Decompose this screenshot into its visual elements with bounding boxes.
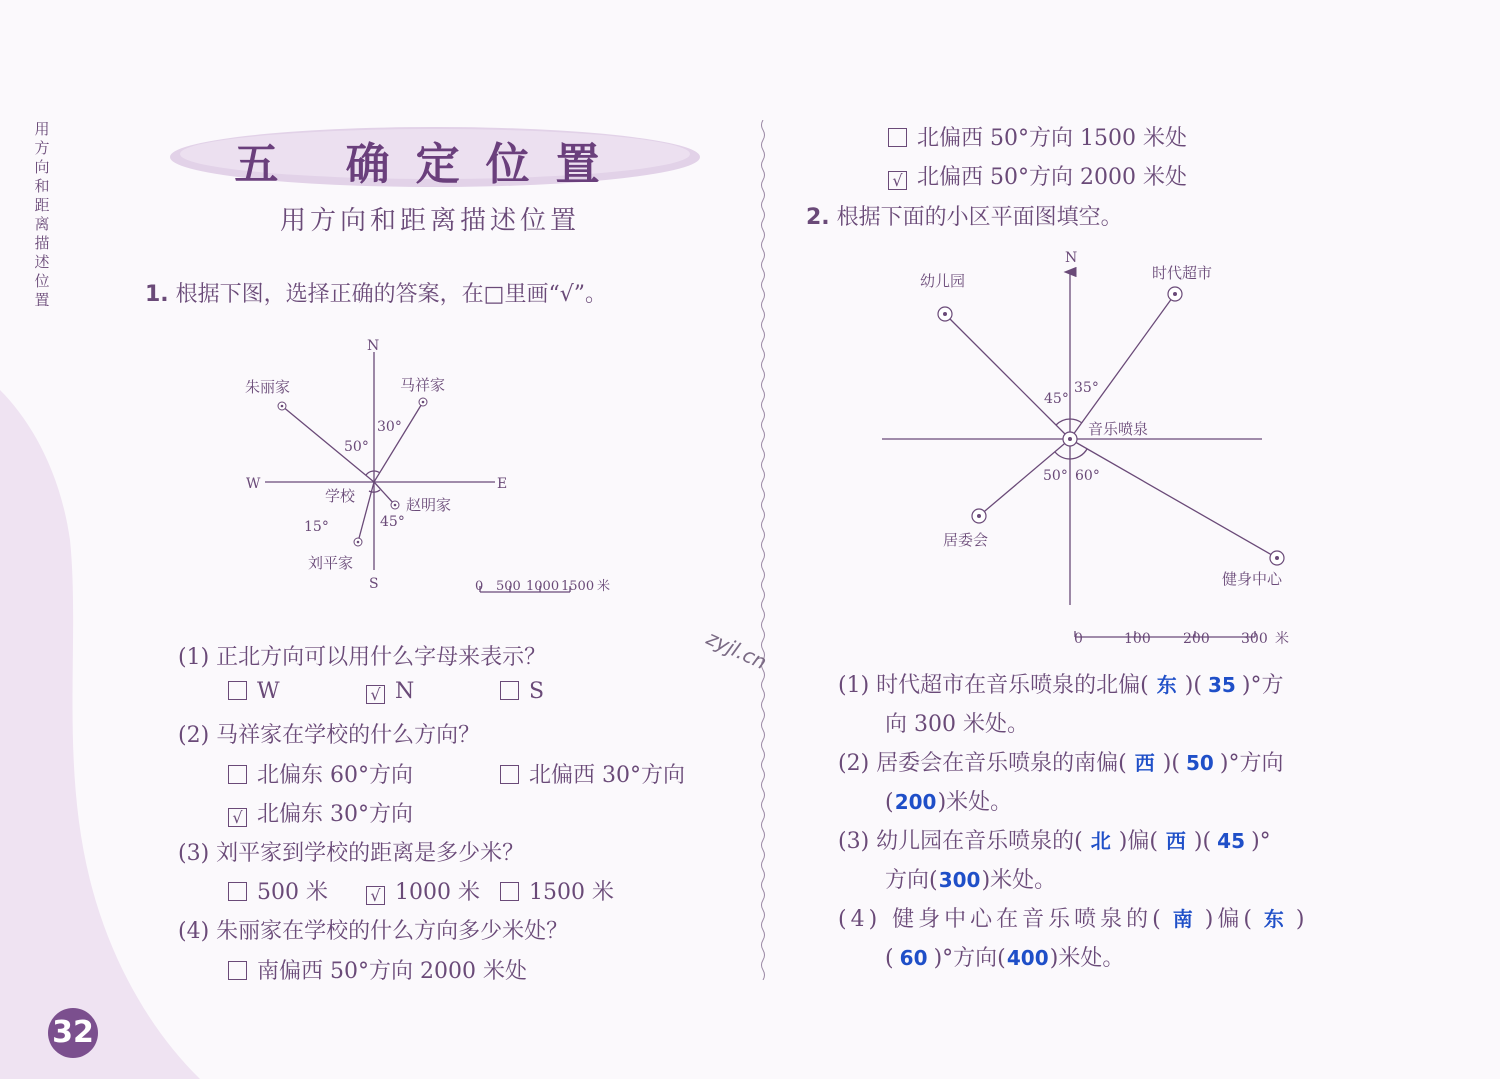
page-subtitle: 用方向和距离描述位置 [279,206,580,236]
answer-4a[interactable]: 南 [1172,907,1197,931]
answer-3a[interactable]: 北 [1090,829,1111,853]
q2-angle-60: 60° [1075,468,1100,484]
q1-angle-15: 15° [304,519,329,535]
q1-option[interactable]: 北偏西 30°方向 [500,758,685,789]
q2-committee-label: 居委会 [943,531,989,549]
page-divider [760,120,766,980]
checkbox[interactable] [228,882,247,901]
q2-item-1-cont: 向 300 米处。 [885,712,1029,737]
checkbox[interactable]: √ [366,685,385,704]
q2-scale-300: 300 [1241,631,1268,647]
q1-option[interactable]: 南偏西 50°方向 2000 米处 [228,954,527,985]
q1-scale-0: 0 [475,579,484,594]
q1-angle-45: 45° [380,514,405,530]
page-number: 32 [48,1008,98,1058]
q1-option[interactable]: S [500,679,544,704]
q1-number: 1. [145,282,169,307]
checkbox[interactable] [228,961,247,980]
q1-scale-1500: 1500 [561,579,595,594]
answer-3d[interactable]: 300 [938,868,981,892]
checkbox[interactable]: √ [228,808,247,827]
q1-north-label: N [367,338,380,354]
watermark: zyjl.cn [702,625,771,675]
q2-angle-45: 45° [1044,391,1069,407]
checkbox[interactable]: √ [888,171,907,190]
checkbox[interactable] [500,882,519,901]
q1-option[interactable]: 北偏西 50°方向 1500 米处 [888,121,1187,152]
checkbox[interactable] [888,128,907,147]
q1-text: 根据下图，选择正确的答案，在□里画“√”。 [175,282,607,307]
q1-south-label: S [369,576,379,592]
q1-maxiang-label: 马祥家 [400,376,446,394]
answer-2b[interactable]: 50 [1186,751,1214,775]
answer-1a[interactable]: 东 [1156,673,1177,697]
checkbox[interactable] [228,765,247,784]
q2-north-label: N [1065,250,1078,266]
q2-item-4: (4) 健身中心在音乐喷泉的( 南 )偏( 东 ) [838,902,1309,933]
q1-option[interactable]: √ 1000 米 [366,875,480,906]
q1-item-1: (1) 正北方向可以用什么字母来表示？ [178,645,547,670]
answer-4b[interactable]: 东 [1263,907,1288,931]
answer-4c[interactable]: 60 [899,946,928,970]
q1-west-label: W [246,476,261,492]
q1-scale-1000: 1000 [526,579,560,594]
q1-compass-diagram [230,330,630,610]
q2-item-2-cont: (200)米处。 [885,790,1013,815]
side-label: 用方向和距离描述位置 [34,120,50,309]
q1-scale-unit: 米 [597,579,611,594]
answer-1b[interactable]: 35 [1208,673,1236,697]
q1-option[interactable]: 500 米 [228,875,328,906]
q1-item-3: (3) 刘平家到学校的距离是多少米？ [178,841,525,866]
q1-east-label: E [497,476,508,492]
q1-item-4: (4) 朱丽家在学校的什么方向多少米处？ [178,919,569,944]
q2-fountain-label: 音乐喷泉 [1088,420,1149,438]
q1-school-label: 学校 [325,487,356,505]
q1-item-2: (2) 马祥家在学校的什么方向？ [178,723,481,748]
q1-option[interactable]: √ 北偏东 30°方向 [228,797,413,828]
q1-option[interactable]: W [228,679,280,704]
answer-2a[interactable]: 西 [1134,751,1155,775]
checkbox[interactable] [228,681,247,700]
answer-4d[interactable]: 400 [1006,946,1049,970]
page-title: 五 确定位置 [234,139,626,190]
q2-angle-50: 50° [1043,468,1068,484]
q1-zhuli-label: 朱丽家 [245,378,291,396]
checkbox[interactable]: √ [366,886,385,905]
checkbox[interactable] [500,681,519,700]
q1-option[interactable]: 1500 米 [500,875,614,906]
q2-text: 根据下面的小区平面图填空。 [836,205,1123,230]
q1-angle-30: 30° [377,419,402,435]
q1-zhaoming-label: 赵明家 [406,496,452,514]
q2-item-3: (3) 幼儿园在音乐喷泉的( 北 )偏( 西 )( 45 )° [838,824,1271,855]
q2-heading [806,200,1123,231]
answer-3c[interactable]: 45 [1217,829,1246,853]
q2-item-3-cont: 方向(300)米处。 [885,868,1057,893]
q2-scale-100: 100 [1124,631,1151,647]
q1-option[interactable]: √ N [366,679,414,704]
q1-option[interactable]: √ 北偏西 50°方向 2000 米处 [888,160,1187,191]
q2-number: 2. [806,205,830,230]
q2-map-diagram [870,240,1310,660]
checkbox[interactable] [500,765,519,784]
q2-gym-label: 健身中心 [1222,570,1283,588]
q1-angle-50: 50° [344,439,369,455]
q2-kindergarten-label: 幼儿园 [920,272,966,290]
q1-scale-500: 500 [496,579,521,594]
q2-scale-200: 200 [1183,631,1210,647]
q2-angle-35: 35° [1074,380,1099,396]
q2-item-2: (2) 居委会在音乐喷泉的南偏( 西 )( 50 )°方向 [838,746,1284,777]
q2-item-4-cont: ( 60 )°方向(400)米处。 [885,946,1125,971]
q1-liuping-label: 刘平家 [308,554,354,572]
q2-item-1: (1) 时代超市在音乐喷泉的北偏( 东 )( 35 )°方 [838,668,1284,699]
q1-option[interactable]: 北偏东 60°方向 [228,758,413,789]
answer-3b[interactable]: 西 [1165,829,1186,853]
answer-2c[interactable]: 200 [894,790,937,814]
q2-scale-0: 0 [1074,631,1083,647]
q2-supermarket-label: 时代超市 [1152,264,1213,282]
q1-heading [145,277,607,308]
q2-scale-unit: 米 [1275,631,1289,647]
